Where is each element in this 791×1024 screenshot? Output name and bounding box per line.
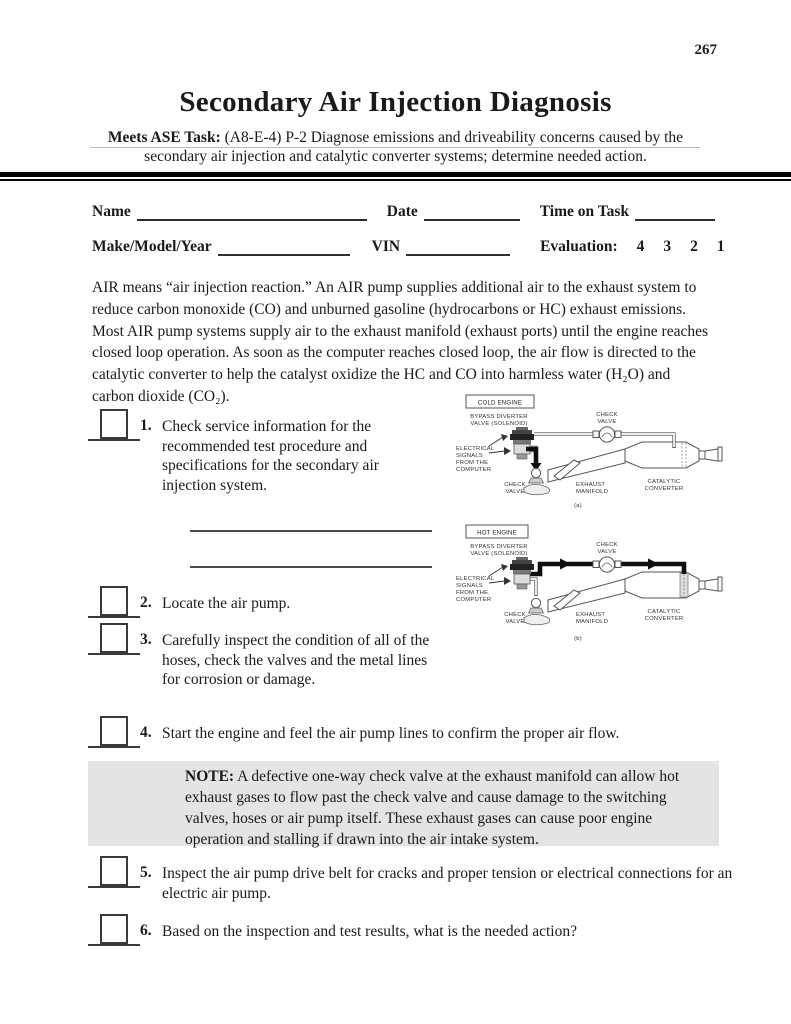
answer-blank-line-1[interactable] xyxy=(190,530,432,532)
ase-task-label: Meets ASE Task: xyxy=(107,129,221,146)
electrical-signals-label: ELECTRICAL xyxy=(456,446,495,452)
separator-thin-rule xyxy=(0,179,791,181)
check-valve-top-label: CHECK xyxy=(596,412,618,418)
flow-arrowhead-icon xyxy=(648,559,659,570)
manifold-casting xyxy=(524,614,550,624)
task6-checkbox[interactable] xyxy=(88,914,140,946)
svg-text:FROM THE: FROM THE xyxy=(456,590,489,596)
date-label: Date xyxy=(386,203,418,220)
task1-checkbox[interactable] xyxy=(88,409,140,441)
check-valve-fitting xyxy=(615,561,621,568)
task-number: 2. xyxy=(140,594,152,611)
date-field-line[interactable] xyxy=(424,203,520,221)
air-injection-diagram xyxy=(452,392,752,654)
svg-text:VALVE: VALVE xyxy=(505,619,525,625)
figure-caption-b: (b) xyxy=(574,636,582,642)
evaluation-score-4[interactable]: 4 xyxy=(636,238,645,255)
checkbox-square[interactable] xyxy=(100,409,128,439)
hot-engine-label: HOT ENGINE xyxy=(477,529,517,537)
electrical-signals-label: ELECTRICAL xyxy=(456,576,495,582)
task4-checkbox[interactable] xyxy=(88,716,140,748)
check-valve-bottom xyxy=(531,598,540,607)
name-label: Name xyxy=(92,203,131,220)
bypass-diverter-label: BYPASS DIVERTER xyxy=(470,414,528,420)
exhaust-manifold-label: EXHAUST xyxy=(576,612,606,618)
task-number: 3. xyxy=(140,631,152,648)
tailpipe xyxy=(705,449,718,461)
checkbox-square[interactable] xyxy=(100,623,128,653)
check-valve-top-label: CHECK xyxy=(596,542,618,548)
time-on-task-field-line[interactable] xyxy=(635,203,715,221)
ase-task-line1: Meets ASE Task: (A8-E-4) P-2 Diagnose emissions and driveability concerns caused by the xyxy=(107,129,684,146)
task-number: 6. xyxy=(140,922,152,939)
task-number: 5. xyxy=(140,864,152,881)
converter-outlet xyxy=(699,451,705,459)
task3-checkbox[interactable] xyxy=(88,623,140,655)
hot-engine-diagram xyxy=(452,520,752,652)
figure-caption-a: (a) xyxy=(574,503,582,509)
task2-checkbox[interactable] xyxy=(88,586,140,618)
faint-rule xyxy=(90,147,700,148)
converter-outlet xyxy=(699,581,705,589)
make-model-year-field-line[interactable] xyxy=(218,238,350,256)
page-title: Secondary Air Injection Diagnosis xyxy=(179,86,612,118)
form-row-identity xyxy=(92,203,715,221)
svg-text:MANIFOLD: MANIFOLD xyxy=(576,489,609,495)
separator-thick-rule xyxy=(0,172,791,177)
task-text: Check service information for the recommended test procedure and specifications for the secondary air injection system. xyxy=(162,418,379,494)
svg-text:VALVE: VALVE xyxy=(505,489,525,495)
signal-arrowhead-icon xyxy=(501,434,508,441)
check-valve-fitting xyxy=(593,431,599,438)
cold-engine-label: COLD ENGINE xyxy=(477,399,523,407)
svg-text:COMPUTER: COMPUTER xyxy=(456,467,492,473)
page-number: 267 xyxy=(694,42,717,58)
check-valve-bell xyxy=(529,478,544,483)
svg-text:SIGNALS: SIGNALS xyxy=(456,453,483,459)
svg-text:VALVE (SOLENOID): VALVE (SOLENOID) xyxy=(470,421,528,427)
answer-blank-line-2[interactable] xyxy=(190,566,432,568)
vin-label: VIN xyxy=(371,238,401,255)
signal-arrowhead-icon xyxy=(504,577,511,585)
vin-field-line[interactable] xyxy=(406,238,510,256)
exhaust-manifold-label: EXHAUST xyxy=(576,482,606,488)
check-valve-bottom xyxy=(531,468,540,477)
evaluation-score-3[interactable]: 3 xyxy=(663,238,672,255)
note-label: NOTE: xyxy=(185,768,235,785)
svg-text:VALVE (SOLENOID): VALVE (SOLENOID) xyxy=(470,551,528,557)
checkbox-square[interactable] xyxy=(100,586,128,616)
tailpipe-flange xyxy=(718,447,722,461)
svg-text:CONVERTER: CONVERTER xyxy=(644,616,684,622)
svg-text:VALVE: VALVE xyxy=(597,549,617,555)
check-valve-bottom-label: CHECK xyxy=(504,482,526,488)
ase-task-line2: secondary air injection and catalytic converter systems; determine needed action. xyxy=(144,148,647,165)
task-text: Based on the inspection and test results, what is the needed action? xyxy=(162,923,577,940)
svg-text:FROM THE: FROM THE xyxy=(456,460,489,466)
catalytic-converter-label: CATALYTIC xyxy=(647,609,681,615)
checkbox-square[interactable] xyxy=(100,856,128,886)
task-number: 4. xyxy=(140,724,152,741)
checkbox-square[interactable] xyxy=(100,716,128,746)
air-flow-path-cold xyxy=(526,449,536,463)
svg-text:COMPUTER: COMPUTER xyxy=(456,597,492,603)
bypass-diverter-label: BYPASS DIVERTER xyxy=(470,544,528,550)
catalytic-converter xyxy=(625,442,699,468)
tailpipe xyxy=(705,579,718,591)
evaluation-score-2[interactable]: 2 xyxy=(690,238,698,255)
note-box xyxy=(88,761,719,846)
signal-arrowhead-icon xyxy=(501,564,508,571)
check-valve-fitting xyxy=(593,561,599,568)
check-valve-top xyxy=(599,557,614,572)
svg-text:MANIFOLD: MANIFOLD xyxy=(576,619,609,625)
evaluation-score-1[interactable]: 1 xyxy=(716,238,725,255)
check-valve-bottom-label: CHECK xyxy=(504,612,526,618)
check-valve-top xyxy=(599,427,614,442)
cold-engine-diagram xyxy=(452,392,752,522)
bypass-diverter-valve xyxy=(510,427,537,459)
tailpipe-flange xyxy=(718,577,722,591)
catalytic-converter-label: CATALYTIC xyxy=(647,479,681,485)
make-model-year-label: Make/Model/Year xyxy=(92,238,212,255)
signal-arrow-icon xyxy=(489,567,503,576)
form-row-vehicle xyxy=(92,238,725,256)
check-valve-fitting xyxy=(615,431,621,438)
evaluation-label: Evaluation: xyxy=(540,238,618,255)
manifold-casting xyxy=(524,484,550,494)
name-field-line[interactable] xyxy=(137,203,367,221)
task-number: 1. xyxy=(140,417,152,434)
flow-arrowhead-icon xyxy=(560,559,571,570)
svg-text:CONVERTER: CONVERTER xyxy=(644,486,684,492)
note-text: NOTE: A defective one-way check valve at the exhaust manifold can allow hot exhaust gases to flow past the check valve and cause damage to the switching valves, hoses or air pump itself. These exhaust gases can cause poor engine operation and stalling if drawn into the air intake system. xyxy=(185,768,680,848)
task5-checkbox[interactable] xyxy=(88,856,140,888)
intro-paragraph: AIR means “air injection reaction.” An AIR pump supplies additional air to the exhaust system to reduce carbon monoxide (CO) and unburned gasoline (hydrocarbons or HC) exhaust emissions. Most AIR pump systems supply air to the exhaust manifold (exhaust ports) until the engine reaches closed loop operation. As soon as the computer reaches closed loop, the air flow is directed to the catalytic converter to help the catalyst oxidize the HC and CO into harmless water (H₂O) and carbon dioxide (CO₂). xyxy=(92,279,709,405)
check-valve-bell xyxy=(529,608,544,613)
task-text: Locate the air pump. xyxy=(162,595,291,612)
signal-arrowhead-icon xyxy=(504,447,511,455)
svg-text:VALVE: VALVE xyxy=(597,419,617,425)
time-on-task-label: Time on Task xyxy=(539,203,630,220)
bypass-diverter-valve xyxy=(510,557,534,589)
signal-arrow-icon xyxy=(489,437,503,446)
task-text: Start the engine and feel the air pump lines to confirm the proper air flow. xyxy=(162,725,620,742)
checkbox-square[interactable] xyxy=(100,914,128,944)
task-text: Carefully inspect the condition of all of the hoses, check the valves and the metal lines for corrosion or damage. xyxy=(162,632,430,688)
svg-text:SIGNALS: SIGNALS xyxy=(456,583,483,589)
task-text: Inspect the air pump drive belt for cracks and proper tension or electrical connections for an electric air pump. xyxy=(162,865,733,902)
